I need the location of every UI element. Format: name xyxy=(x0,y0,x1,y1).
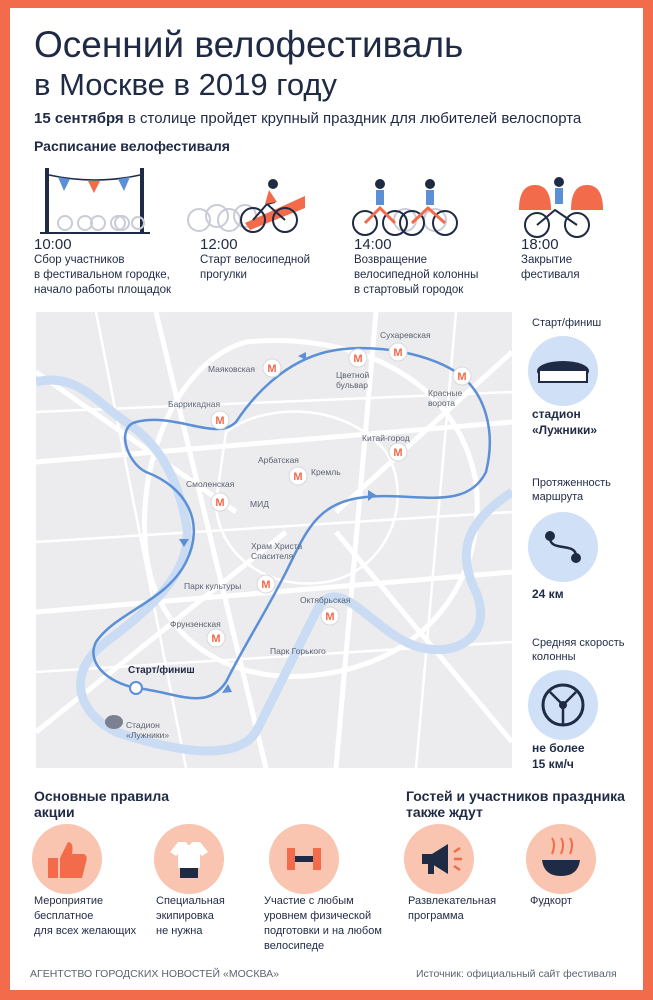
closing-illustration xyxy=(515,170,605,240)
schedule-desc-line: Старт велосипедной xyxy=(200,254,311,266)
food-icon xyxy=(526,824,596,894)
schedule-item-3 xyxy=(354,236,494,298)
length-label-2: маршрута xyxy=(532,491,584,503)
svg-text:М: М xyxy=(353,353,363,365)
rule-desc-line: велосипеде xyxy=(264,940,325,952)
title-line-1: Осенний велофестиваль xyxy=(34,24,464,65)
route-icon xyxy=(528,512,598,582)
extras-title-1: Гостей и участников праздника xyxy=(406,788,625,804)
rule-desc-line: подготовки и на любом xyxy=(264,925,382,937)
festival-town-illustration xyxy=(40,163,150,235)
svg-text:М: М xyxy=(215,497,225,509)
length-value: 24 км xyxy=(532,587,564,601)
schedule-time: 18:00 xyxy=(521,236,559,253)
start-finish-marker xyxy=(130,682,142,694)
rule-desc-line: не нужна xyxy=(156,925,203,937)
speed-label-1: Средняя скорость xyxy=(532,637,625,649)
schedule-item-1 xyxy=(34,236,174,298)
infographic-card xyxy=(10,8,643,990)
landmark-kremlin: Кремль xyxy=(311,467,341,477)
svg-text:М: М xyxy=(393,447,403,459)
metro-station-label: Маяковская xyxy=(208,364,255,374)
svg-text:М: М xyxy=(261,579,271,591)
schedule-time: 14:00 xyxy=(354,236,392,253)
speed-label-2: колонны xyxy=(532,651,576,663)
schedule-item-4 xyxy=(521,236,631,283)
start-finish-value-1: стадион xyxy=(532,407,581,421)
rule-desc-line: уровнем физической xyxy=(264,910,372,922)
rule-desc-line: Мероприятие xyxy=(34,895,104,907)
schedule-desc-line: Сбор участников xyxy=(34,254,125,266)
extra-2 xyxy=(530,894,630,909)
route-map xyxy=(36,312,512,768)
schedule-desc-line: начало работы площадок xyxy=(34,284,172,296)
metro-station-label: Красные ворота xyxy=(428,388,463,408)
schedule-desc-line: фестиваля xyxy=(521,269,580,281)
rule-3 xyxy=(264,894,404,954)
subtitle-text: в столице пройдет крупный праздник для любителей велоспорта xyxy=(123,110,582,127)
speed-value-1: не более xyxy=(532,741,585,755)
rule-desc-line: Специальная xyxy=(156,895,225,907)
rule-desc-line: Участие с любым xyxy=(264,895,354,907)
metro-station-label: Сухаревская xyxy=(380,330,431,340)
ride-start-illustration xyxy=(185,168,310,238)
schedule-desc-line: прогулки xyxy=(200,269,247,281)
map-start-label: Старт/финиш xyxy=(128,665,195,676)
footer-agency: АГЕНТСТВО ГОРОДСКИХ НОВОСТЕЙ «МОСКВА» xyxy=(30,968,279,980)
schedule-desc-line: Возвращение xyxy=(354,254,428,266)
schedule-desc-line: Закрытие xyxy=(521,254,573,266)
extra-desc-line: Развлекательная xyxy=(408,895,497,907)
megaphone-icon xyxy=(404,824,474,894)
rules-title-1: Основные правила xyxy=(34,788,170,804)
metro-station-label: Октябрьская xyxy=(300,595,351,605)
extras-title-2: также ждут xyxy=(406,804,483,820)
rule-2 xyxy=(156,894,266,939)
svg-text:М: М xyxy=(215,415,225,427)
rule-desc-line: для всех желающих xyxy=(34,925,137,937)
svg-text:М: М xyxy=(457,371,467,383)
svg-text:М: М xyxy=(293,471,303,483)
metro-station-label: Арбатская xyxy=(258,455,299,465)
metro-station-label: Парк культуры xyxy=(184,581,242,591)
length-label-1: Протяженность xyxy=(532,477,611,489)
rule-desc-line: бесплатное xyxy=(34,910,94,922)
speed-value-2: 15 км/ч xyxy=(532,757,574,771)
extra-desc-line: Фудкорт xyxy=(530,895,572,907)
stadium-shape xyxy=(105,715,123,729)
rule-1 xyxy=(34,894,154,939)
metro-station-label: Фрунзенская xyxy=(170,619,221,629)
schedule-desc-line: в стартовый городок xyxy=(354,284,464,296)
stadium-icon xyxy=(528,336,598,406)
extra-desc-line: программа xyxy=(408,910,464,922)
extra-1 xyxy=(408,894,528,924)
return-illustration xyxy=(350,168,475,238)
footer-source: Источник: официальный сайт фестиваля xyxy=(416,968,617,980)
schedule-desc-line: велосипедной колонны xyxy=(354,269,479,281)
rules-title-2: акции xyxy=(34,804,75,820)
metro-station-label: Китай-город xyxy=(362,433,410,443)
dumbbell-icon xyxy=(269,824,339,894)
metro-station-label: Смоленская xyxy=(186,479,235,489)
landmark-mid: МИД xyxy=(250,499,269,509)
speedometer-icon xyxy=(528,670,598,740)
schedule-time: 10:00 xyxy=(34,236,72,253)
thumbs-up-icon xyxy=(32,824,102,894)
svg-text:М: М xyxy=(267,363,277,375)
schedule-time: 12:00 xyxy=(200,236,238,253)
schedule-item-2 xyxy=(200,236,330,283)
start-finish-value-2: «Лужники» xyxy=(532,423,598,437)
landmark-gorky-park: Парк Горького xyxy=(270,646,326,656)
svg-text:М: М xyxy=(325,611,335,623)
metro-station-label: Цветной бульвар xyxy=(336,370,370,390)
svg-text:М: М xyxy=(211,633,221,645)
title-line-2: в Москве в 2019 году xyxy=(34,67,337,102)
svg-text:М: М xyxy=(393,347,403,359)
metro-station-label: Баррикадная xyxy=(168,399,221,409)
subtitle xyxy=(34,110,634,127)
schedule-title: Расписание велофестиваля xyxy=(34,138,230,154)
landmark-luzhniki: Стадион «Лужники» xyxy=(126,720,170,740)
start-finish-label: Старт/финиш xyxy=(532,317,602,329)
rule-desc-line: экипировка xyxy=(156,910,214,922)
schedule-desc-line: в фестивальном городке, xyxy=(34,269,170,281)
landmark-cathedral: Храм Христа Спасителя xyxy=(251,541,303,561)
subtitle-date: 15 сентября xyxy=(34,110,124,127)
clothing-icon xyxy=(154,824,224,894)
